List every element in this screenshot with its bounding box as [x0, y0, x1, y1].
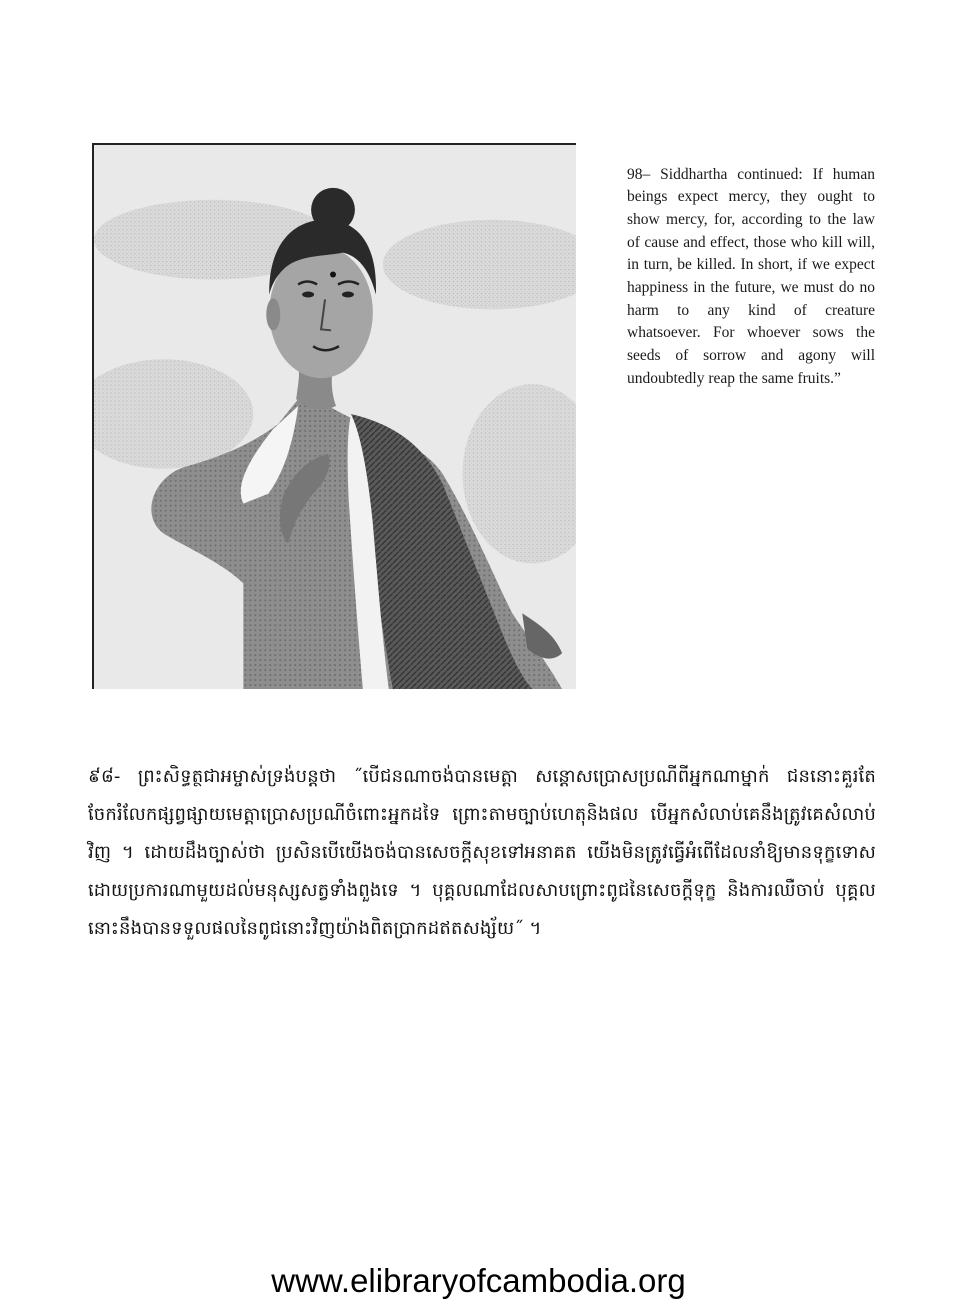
english-paragraph: 98– Siddhartha continued: If human beings expect mercy, they ought to show mercy, for, according to the law of cause and effect, those who kill will, in turn, be killed. In short, if we expect happiness in the future, we must do no harm to any kind of creature whatsoever. For whoever sows the seeds of sorrow and agony will undoubtedly reap the same fruits.” [627, 165, 875, 387]
khmer-paragraph: ៩៨- ព្រះសិទ្ធត្ថជាអម្ចាស់ទ្រង់បន្តថា ˝បើជនណាចង់បានមេត្តា សន្តោសប្រោសប្រណីពីអ្នកណាម្នាក់ ជននោះគួរតែចែករំលែកផ្សព្វផ្សាយមេត្តាប្រោសប្រណីចំពោះអ្នកដទៃ ព្រោះតាមច្បាប់ហេតុនិងផល បើអ្នកសំលាប់គេនឹងត្រូវគេសំលាប់វិញ ។ ដោយដឹងច្បាស់ថា ប្រសិនបើយើងចង់បានសេចក្តីសុខទៅអនាគត យើងមិនត្រូវធ្វើអំពើដែលនាំឱ្យមានទុក្ខទោសដោយប្រការណាមួយដល់មនុស្សសត្វទាំងពួងទេ ។ បុគ្គលណាដែលសាបព្រោះពូជនៃសេចក្តីទុក្ខ និងការឈឺចាប់ បុគ្គលនោះនឹងបានទទួលផលនៃពូជនោះវិញយ៉ាងពិតប្រាកដឥតសង្ស័យ˝ ។ [88, 766, 876, 939]
hair-knot [311, 188, 355, 232]
footer-url[interactable]: www.elibraryofcambodia.org [271, 1262, 686, 1299]
siddhartha-drawing [94, 145, 576, 689]
siddhartha-illustration [92, 143, 576, 689]
forehead-mark [330, 272, 336, 278]
